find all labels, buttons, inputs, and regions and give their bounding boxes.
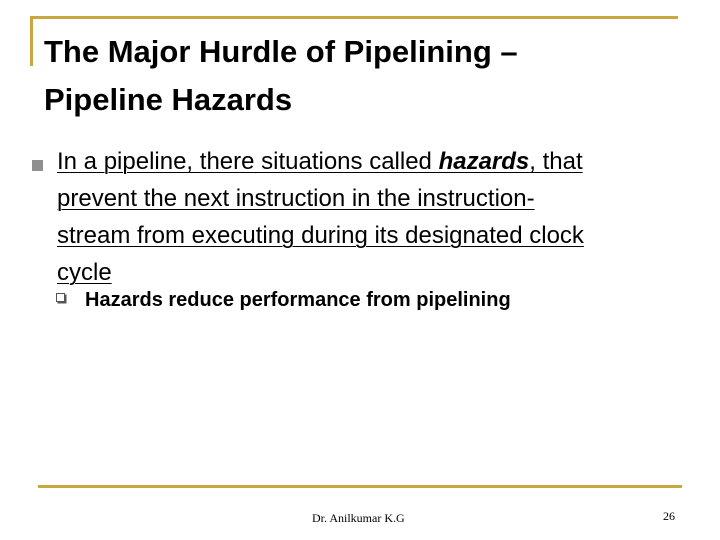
- primary-bullet-line-4: cycle: [57, 259, 112, 286]
- slide-title-line-2: Pipeline Hazards: [44, 82, 293, 117]
- title-frame-left-rule: [30, 16, 33, 66]
- primary-bullet-line-1-after: , that: [529, 148, 583, 175]
- square-bullet-icon: [32, 160, 43, 171]
- secondary-bullet-text: Hazards reduce performance from pipelining: [85, 289, 511, 311]
- primary-bullet-line-2: prevent the next instruction in the instruction-: [57, 185, 535, 212]
- primary-bullet-line-3: stream from executing during its designated clock: [57, 222, 584, 249]
- slide-title: [44, 28, 684, 124]
- title-frame-top-rule: [30, 16, 678, 19]
- hollow-square-bullet-icon: [56, 293, 65, 302]
- slide-title-line-1: The Major Hurdle of Pipelining –: [44, 34, 518, 69]
- page-number: 26: [663, 509, 675, 523]
- primary-bullet-line-1: [57, 143, 685, 180]
- footer-rule: [38, 485, 682, 488]
- footer-author: Dr. Anilkumar K.G: [312, 511, 405, 525]
- primary-bullet-text: [57, 143, 685, 291]
- primary-bullet-line-1-before: In a pipeline, there situations called: [57, 148, 439, 175]
- hazards-emphasis: hazards: [438, 148, 530, 175]
